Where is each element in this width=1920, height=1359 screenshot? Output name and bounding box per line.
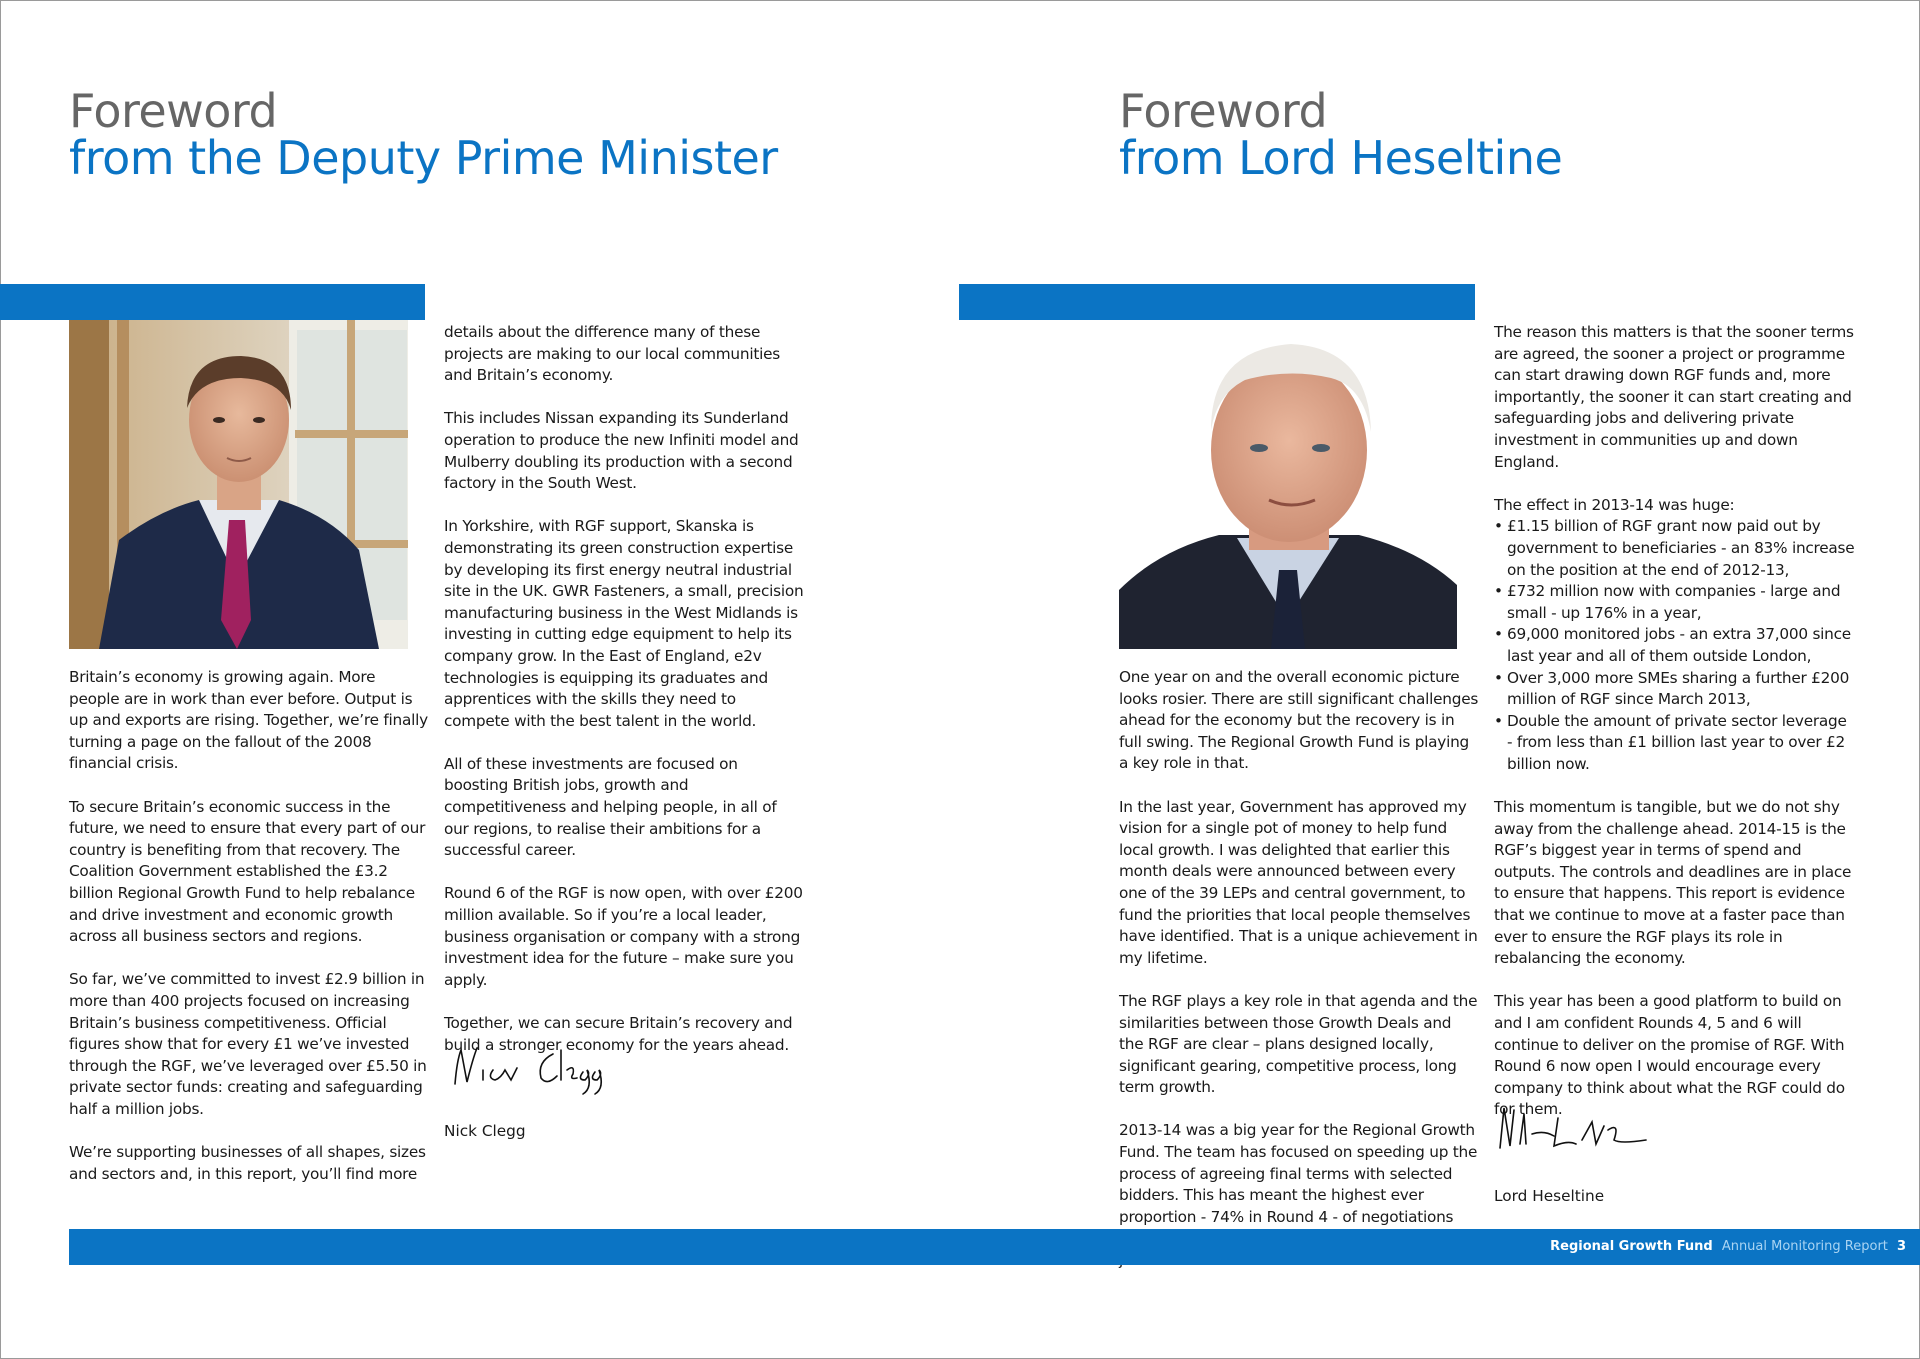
right-accent-bar (959, 284, 1475, 320)
left-signatory: Nick Clegg (444, 1122, 526, 1140)
footer-report-title: Annual Monitoring Report (1721, 1239, 1888, 1254)
right-col1-para-2: In the last year, Government has approved my vision for a single pot of money to help fund local growth. I was delighted that earlier this month deals were announced between every one of the 39 LEPs and central government, to fund the priorities that local people themselves have identified. That is a unique achievement in my lifetime. (1119, 797, 1478, 967)
left-column-1 (69, 667, 429, 1207)
portrait-lord-heseltine (1119, 320, 1457, 649)
right-heading-line2: from Lord Heseltine (1119, 131, 1563, 185)
left-col2-para-3: In Yorkshire, with RGF support, Skanska is demonstrating its green construction expertise by developing its first energy neutral industrial site in the UK. GWR Fasteners, a small, precision manufacturing business in the West Midlands is investing in cutting edge equipment to help its company grow. In the East of England, e2v technologies is equipping its graduates and apprentices with the skills they need to compete with the best talent in the world. (444, 517, 804, 730)
left-col1-para-3: So far, we’ve committed to invest £2.9 billion in more than 400 projects focused on increasing Britain’s business competitiveness. Official figures show that for every £1 we’ve invested through the RGF, we’ve leveraged over £5.50 in private sector funds: creating and safeguarding half a million jobs. (69, 970, 427, 1118)
effect-item: • Double the amount of private sector leverage - from less than £1 billion last year to over £2 billion now. (1494, 711, 1856, 776)
left-column-2 (444, 322, 804, 1078)
effect-item: • Over 3,000 more SMEs sharing a further £200 million of RGF since March 2013, (1494, 668, 1856, 711)
effect-item: • £732 million now with companies - large and small - up 176% in a year, (1494, 581, 1856, 624)
right-col2-para-2: This momentum is tangible, but we do not shy away from the challenge ahead. 2014-15 is the RGF’s biggest year in terms of spend and outputs. The controls and deadlines are in place to ensure that happens. This report is evidence that we continue to move at a faster pace than ever to ensure the RGF plays its role in rebalancing the economy. (1494, 798, 1852, 968)
footer-text (1550, 1239, 1906, 1254)
left-heading-line1: Foreword (69, 84, 278, 138)
left-col2-para-6: Together, we can secure Britain’s recovery and build a stronger economy for the years ahead. (444, 1014, 793, 1054)
left-accent-bar (0, 284, 425, 320)
footer-bar (69, 1229, 1920, 1265)
effect-item: • 69,000 monitored jobs - an extra 37,000 since last year and all of them outside London, (1494, 624, 1856, 667)
left-col1-para-1: Britain’s economy is growing again. More people are in work than ever before. Output is up and exports are rising. Together, we’re finally turning a page on the fallout of the 2008 financial crisis. (69, 668, 428, 773)
effect-title: The effect in 2013-14 was huge: (1494, 495, 1735, 514)
right-col1-para-3: The RGF plays a key role in that agenda and the similarities between those Growth Deals and the RGF are clear – plans designed locally, significant gearing, competitive process, long term growth. (1119, 991, 1478, 1097)
left-heading (69, 84, 778, 185)
left-col2-para-5: Round 6 of the RGF is now open, with over £200 million available. So if you’re a local leader, business organisation or company with a strong investment idea for the future – make sure you apply. (444, 884, 803, 989)
right-col2-intro: The reason this matters is that the sooner terms are agreed, the sooner a project or programme can start drawing down RGF funds and, more importantly, the sooner it can start creating and safeguarding jobs and delivering private investment in communities up and down England. (1494, 323, 1854, 471)
effect-list (1494, 516, 1856, 775)
right-signatory: Lord Heseltine (1494, 1187, 1605, 1205)
right-col1-para-1: One year on and the overall economic picture looks rosier. There are still significant challenges ahead for the economy but the recovery is in full swing. The Regional Growth Fund is playing a key role in that. (1119, 668, 1479, 773)
right-col2-para-3: This year has been a good platform to build on and I am confident Rounds 4, 5 and 6 will continue to deliver on the promise of RGF. With Round 6 now open I would encourage every company to think about what the RGF could do for them. (1494, 992, 1845, 1119)
right-heading (1119, 84, 1563, 185)
right-col1-para-4: 2013-14 was a big year for the Regional Growth Fund. The team has focused on speeding up the process of agreeing final terms with selected bidders. This has meant the highest ever proportion - 74% in Round 4 - of negotiations (1119, 1121, 1478, 1226)
footer-brand: Regional Growth Fund (1550, 1239, 1713, 1254)
right-heading-line1: Foreword (1119, 84, 1328, 138)
portrait-nick-clegg (69, 320, 408, 649)
left-col1-para-2: To secure Britain’s economic success in the future, we need to ensure that every part of our country is benefiting from that recovery. The Coalition Government established the £3.2 billion Regional Growth Fund to help rebalance and drive investment and economic growth across all business sectors and regions. (69, 797, 426, 946)
right-column-2 (1494, 322, 1856, 1143)
effect-item: • £1.15 billion of RGF grant now paid out by government to beneficiaries - an 83% increase on the position at the end of 2012-13, (1494, 516, 1856, 581)
signature-lord-heseltine (1496, 1100, 1656, 1164)
signature-nick-clegg (449, 1040, 609, 1100)
right-column-1 (1119, 667, 1479, 1293)
left-heading-line2: from the Deputy Prime Minister (69, 131, 778, 185)
left-col2-para-2: This includes Nissan expanding its Sunderland operation to produce the new Infiniti model and Mulberry doubling its production with a second factory in the South West. (444, 409, 799, 493)
footer-page-number: 3 (1896, 1239, 1906, 1254)
left-col1-para-4: We’re supporting businesses of all shapes, sizes and sectors and, in this report, you’ll find more (69, 1143, 426, 1183)
left-col2-para-1: details about the difference many of these projects are making to our local communities and Britain’s economy. (444, 323, 780, 385)
left-col2-para-4: All of these investments are focused on boosting British jobs, growth and competitiveness and helping people, in all of our regions, to realise their ambitions for a successful career. (444, 754, 777, 860)
